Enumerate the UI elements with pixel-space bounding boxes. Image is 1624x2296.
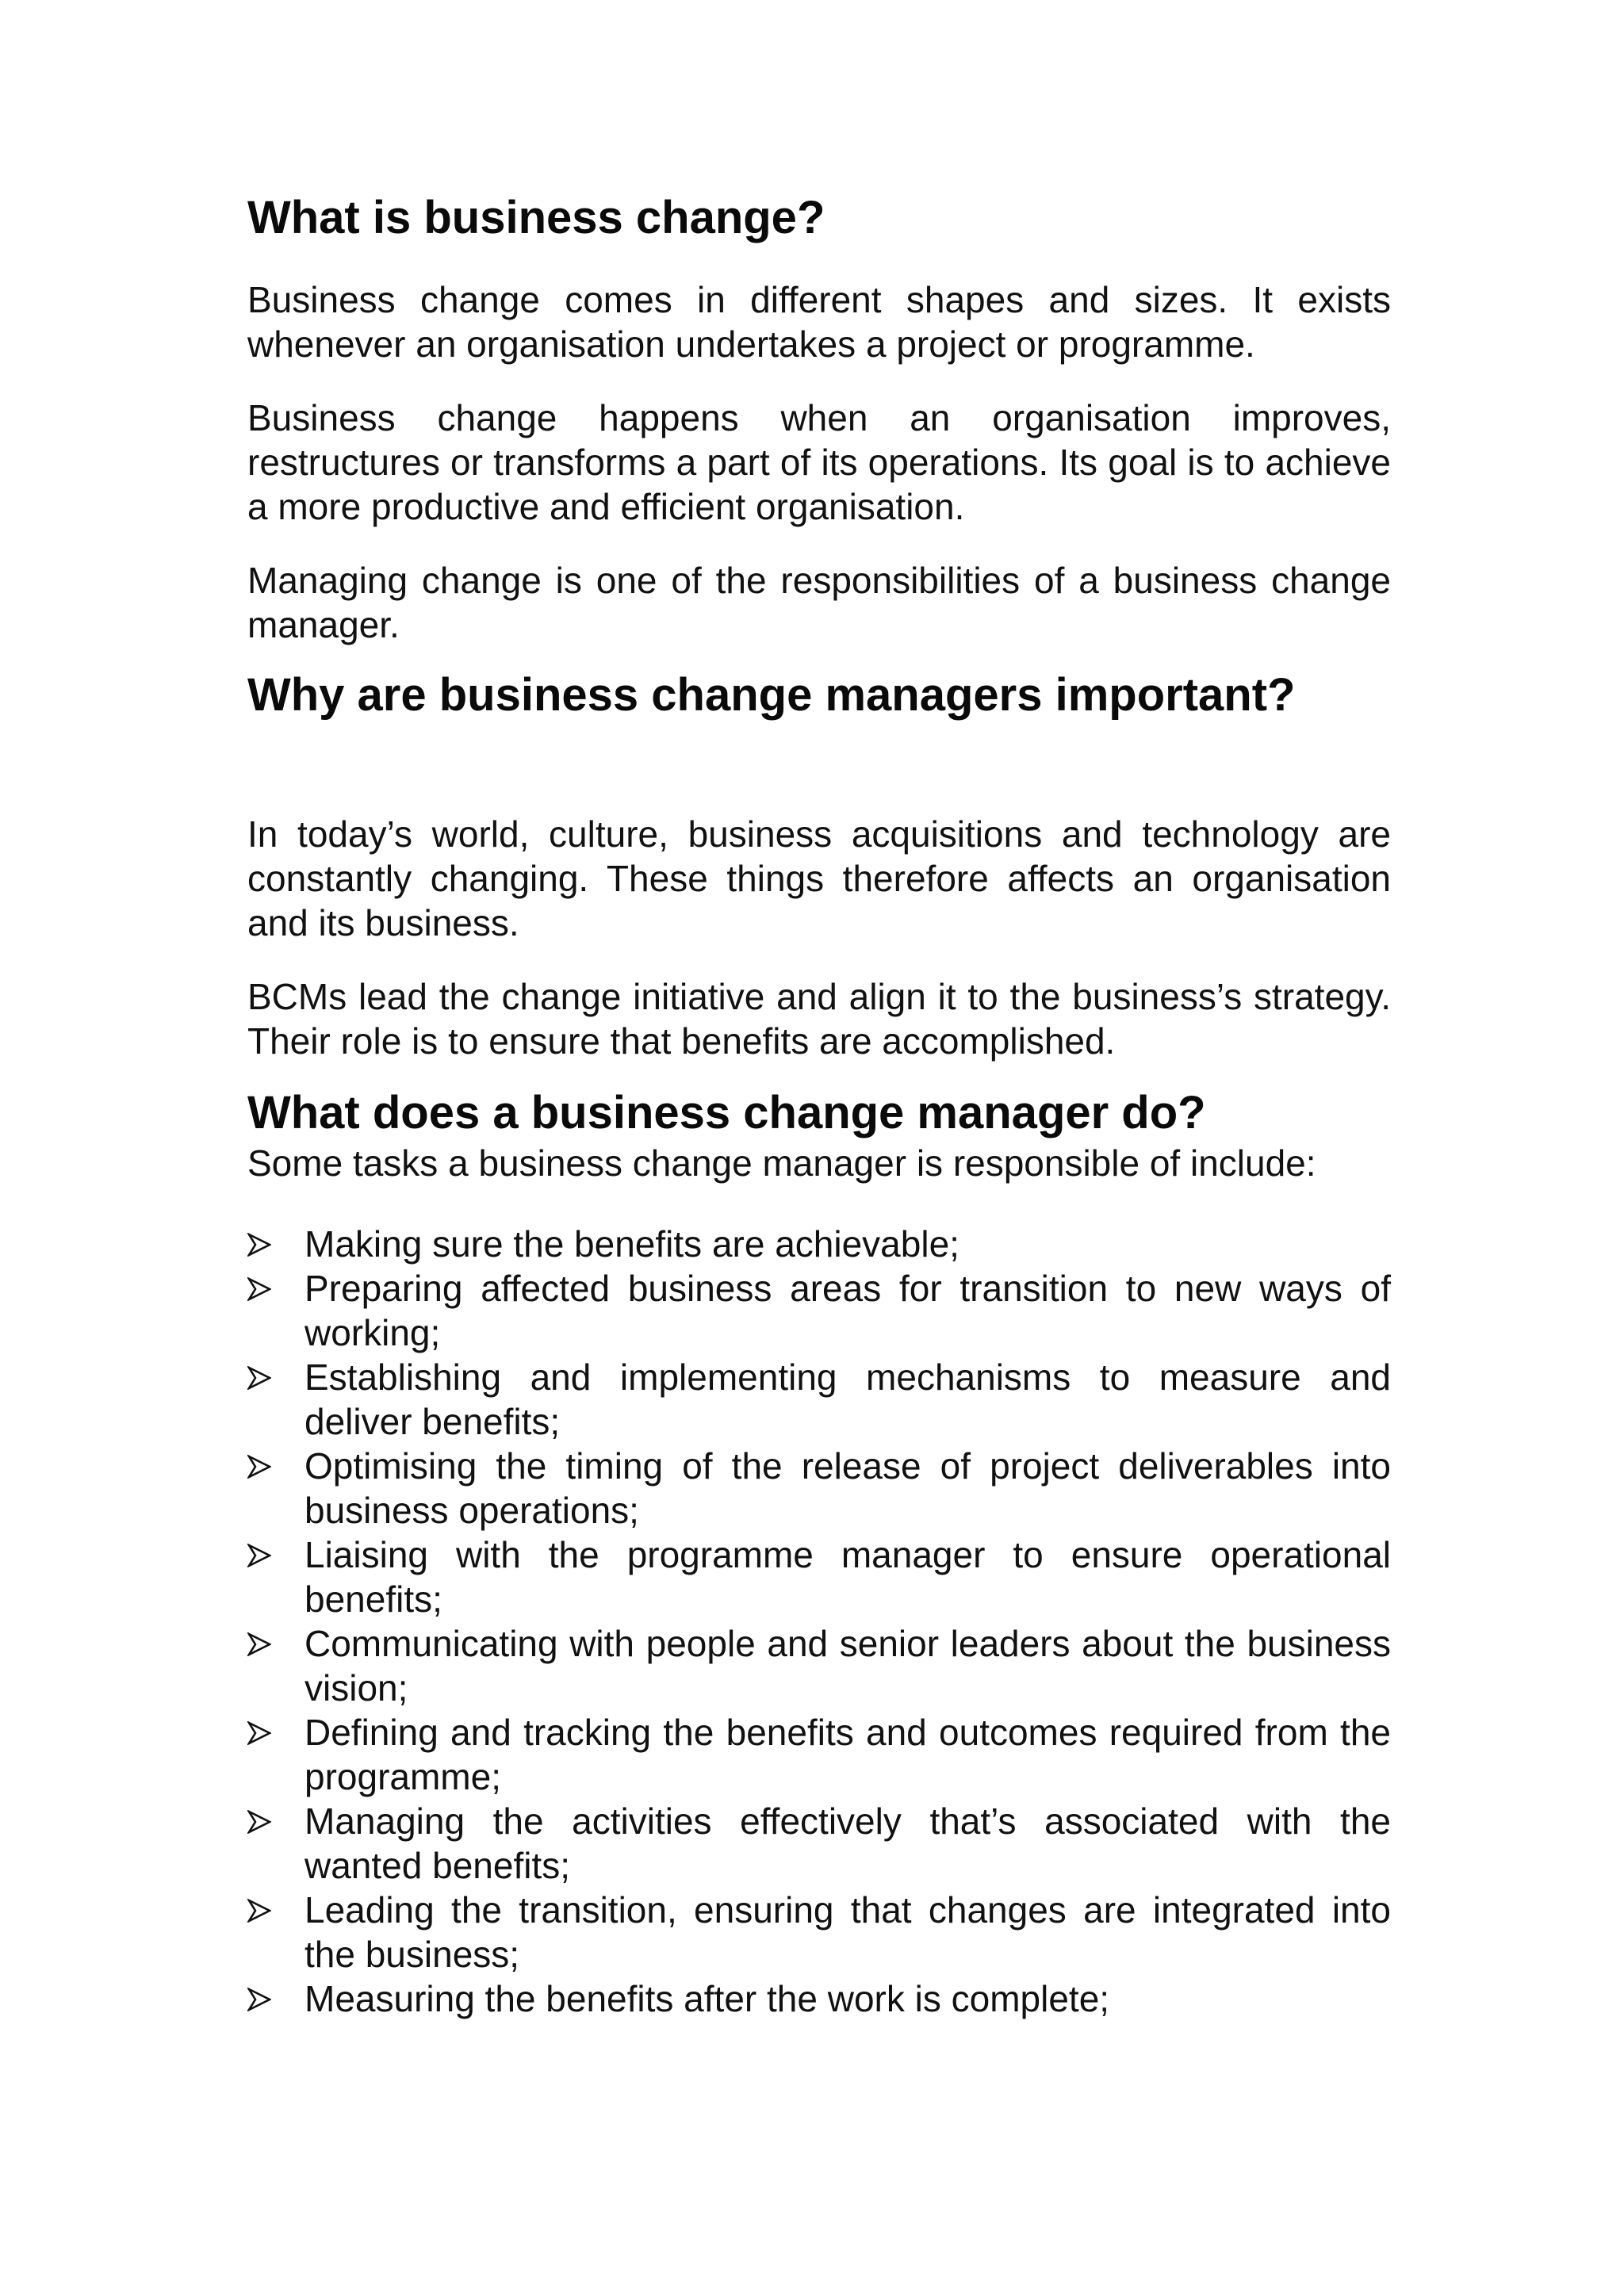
list-item [247,1355,1391,1444]
list-item [247,1888,1391,1976]
arrowhead-bullet-icon [247,1721,271,1745]
arrowhead-bullet-icon [247,1899,271,1923]
arrowhead-bullet-icon [247,1810,271,1834]
arrowhead-bullet-icon [247,1233,271,1257]
list-item-text: Measuring the benefits after the work is complete; [304,1978,1110,2019]
list-item [247,1266,1391,1355]
arrowhead-bullet-icon [247,1988,271,2011]
heading-what-does-bcm-do: What does a business change manager do? [247,1087,1206,1138]
list-item-text: Defining and tracking the benefits and outcomes required from the programme; [304,1712,1391,1797]
list-item-text: Preparing affected business areas for transition to new ways of working; [304,1268,1391,1353]
paragraph: BCMs lead the change initiative and align it to the business’s strategy. Their role is to ensure that benefits are accomplished. [247,976,1391,1062]
paragraph: Managing change is one of the responsibilities of a business change manager. [247,560,1391,645]
paragraph: Business change happens when an organisation improves, restructures or transforms a part of its operations. Its goal is to achieve a more productive and efficient organisation. [247,397,1391,527]
list-item-text: Leading the transition, ensuring that changes are integrated into the business; [304,1889,1391,1975]
paragraph: Business change comes in different shapes and sizes. It exists whenever an organisation undertakes a project or programme. [247,279,1391,365]
list-item [247,1710,1391,1799]
list-item [247,1444,1391,1533]
document-body [247,190,1391,2021]
list-item [247,1799,1391,1888]
list-item-text: Making sure the benefits are achievable; [304,1223,959,1265]
list-item-text: Optimising the timing of the release of project deliverables into business operations; [304,1445,1391,1531]
heading-what-is-business-change: What is business change? [247,192,825,243]
arrowhead-bullet-icon [247,1455,271,1479]
list-item [247,1533,1391,1621]
task-list [247,1222,1391,2021]
list-item-text: Establishing and implementing mechanisms to measure and deliver benefits; [304,1357,1391,1442]
list-intro: Some tasks a business change manager is responsible of include: [247,1142,1316,1184]
arrowhead-bullet-icon [247,1544,271,1567]
arrowhead-bullet-icon [247,1277,271,1301]
list-item-text: Communicating with people and senior leaders about the business vision; [304,1623,1391,1709]
list-item [247,1976,1391,2021]
arrowhead-bullet-icon [247,1366,271,1390]
list-item [247,1222,1391,1266]
heading-why-bcm-important: Why are business change managers important? [247,669,1296,721]
arrowhead-bullet-icon [247,1632,271,1656]
paragraph: In today’s world, culture, business acquisitions and technology are constantly changing. These things therefore affects an organisation and its business. [247,813,1391,943]
list-item [247,1621,1391,1710]
list-item-text: Liaising with the programme manager to ensure operational benefits; [304,1534,1391,1620]
list-item-text: Managing the activities effectively that’s associated with the wanted benefits; [304,1800,1391,1886]
